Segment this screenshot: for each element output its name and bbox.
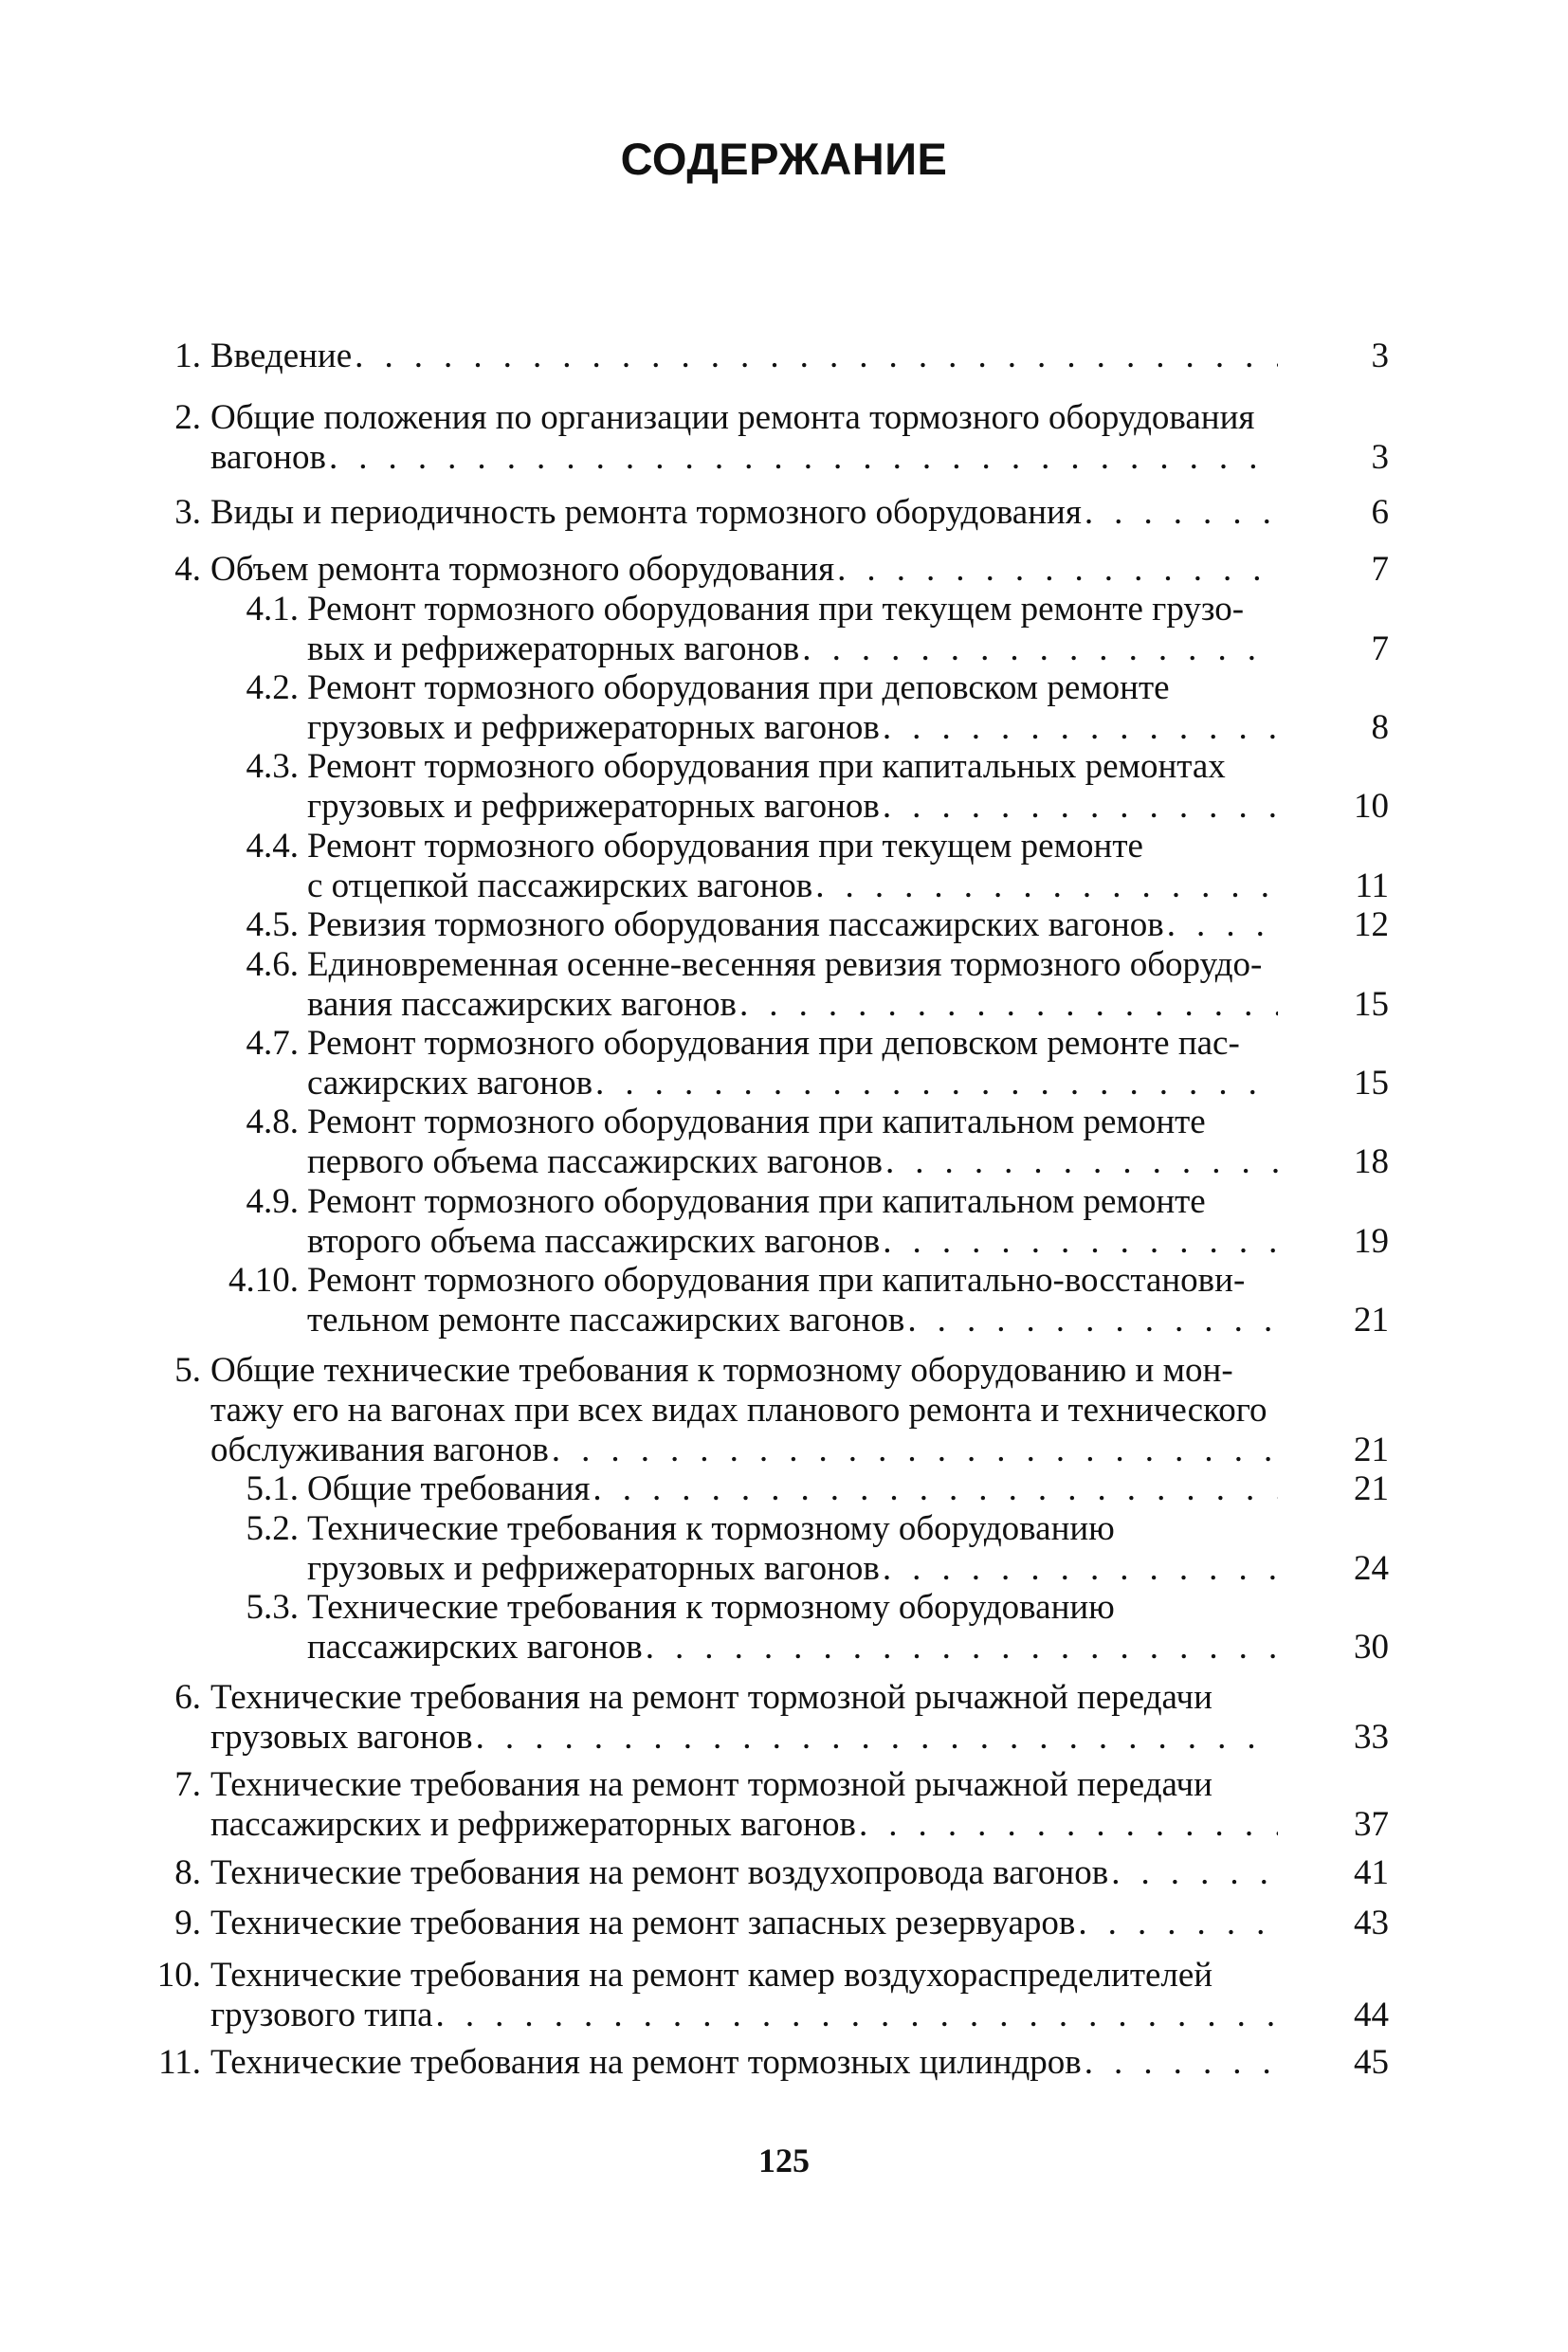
toc-entry-title-line bbox=[210, 1391, 1278, 1431]
toc-entry-title: Ремонт тормозного оборудования при деповском ремонте пас- bbox=[307, 1024, 1240, 1063]
page-number: 125 bbox=[758, 2142, 810, 2179]
toc-entry-number: 4.4. bbox=[246, 827, 299, 866]
toc-entry-page: 21 bbox=[1354, 1431, 1389, 1469]
toc-entry-title: Ремонт тормозного оборудования при капитально-восстанови- bbox=[307, 1261, 1246, 1300]
toc-entry-title-line bbox=[307, 1103, 1278, 1142]
toc-entry-number: 11. bbox=[158, 2043, 201, 2082]
toc-entry-title-line bbox=[307, 1222, 1278, 1262]
toc-entry-number: 4.2. bbox=[246, 668, 299, 707]
toc-entry-number: 4.9. bbox=[246, 1182, 299, 1221]
dot-leader bbox=[476, 1718, 1278, 1758]
toc-entry-page: 3 bbox=[1371, 337, 1389, 375]
toc-entry-title-line bbox=[307, 1182, 1278, 1222]
dot-leader bbox=[837, 550, 1278, 590]
toc-entry-title-line bbox=[307, 827, 1278, 866]
toc-entry-title: Ремонт тормозного оборудования при капитальном ремонте bbox=[307, 1182, 1206, 1221]
toc-entry-number: 5.2. bbox=[246, 1509, 299, 1548]
dot-leader bbox=[883, 787, 1278, 827]
toc-entry-page: 37 bbox=[1354, 1805, 1389, 1844]
dot-leader bbox=[1078, 1904, 1278, 1943]
toc-entry-title: Технические требования к тормозному оборудованию bbox=[307, 1509, 1115, 1548]
toc-entry-title-line bbox=[307, 590, 1278, 629]
dot-leader bbox=[593, 1469, 1278, 1509]
toc-entry-title: Ревизия тормозного оборудования пассажирских вагонов bbox=[307, 905, 1164, 944]
toc-entry-title: грузовых вагонов bbox=[210, 1718, 473, 1757]
toc-entry-title-line bbox=[210, 1351, 1278, 1391]
toc-entry-page: 30 bbox=[1354, 1628, 1389, 1667]
toc-entry-page: 6 bbox=[1371, 493, 1389, 532]
toc-entry-title-line bbox=[307, 1024, 1278, 1064]
toc-entry-title-line bbox=[307, 787, 1278, 827]
toc-entry-title-line bbox=[307, 1301, 1278, 1340]
dot-leader bbox=[883, 1549, 1278, 1589]
toc-entry-number: 6. bbox=[174, 1678, 201, 1717]
toc-entry-title: первого объема пассажирских вагонов bbox=[307, 1142, 883, 1181]
toc-entry-title-line bbox=[307, 1509, 1278, 1549]
toc-entry-title: Технические требования на ремонт запасных резервуаров bbox=[210, 1904, 1076, 1942]
dot-leader bbox=[883, 708, 1278, 748]
toc-entry-number: 4.8. bbox=[246, 1103, 299, 1141]
toc-entry-title: Технические требования на ремонт тормозных цилиндров bbox=[210, 2043, 1082, 2082]
toc-entry-title-line bbox=[307, 866, 1278, 906]
toc-entry-page: 24 bbox=[1354, 1549, 1389, 1588]
toc-entry-page: 7 bbox=[1371, 629, 1389, 668]
toc-entry-title: Объем ремонта тормозного оборудования bbox=[210, 550, 835, 589]
toc-entry-title: Технические требования к тормозному оборудованию bbox=[307, 1588, 1115, 1627]
toc-entry-title-line bbox=[210, 1678, 1278, 1718]
toc-entry-page: 10 bbox=[1354, 787, 1389, 826]
toc-entry-title-line bbox=[210, 1996, 1278, 2035]
toc-entry-title: Ремонт тормозного оборудования при деповском ремонте bbox=[307, 668, 1170, 707]
dot-leader bbox=[329, 438, 1278, 478]
toc-entry-title: Технические требования на ремонт камер воздухораспределителей bbox=[210, 1956, 1213, 1995]
dot-leader bbox=[355, 337, 1278, 376]
toc-entry-number: 5.3. bbox=[246, 1588, 299, 1627]
toc-entry-title: тажу его на вагонах при всех видах планового ремонта и технического bbox=[210, 1391, 1267, 1430]
toc-entry-number: 7. bbox=[174, 1765, 201, 1804]
toc-entry-page: 18 bbox=[1354, 1142, 1389, 1181]
toc-entry-page: 3 bbox=[1371, 438, 1389, 477]
toc-entry-title-line bbox=[307, 905, 1278, 945]
toc-entry-title-line bbox=[210, 1805, 1278, 1845]
dot-leader bbox=[907, 1301, 1278, 1340]
toc-entry-title: Общие положения по организации ремонта тормозного оборудования bbox=[210, 398, 1255, 437]
dot-leader bbox=[1085, 493, 1278, 533]
dot-leader bbox=[1167, 905, 1278, 945]
toc-entry-number: 4.10. bbox=[228, 1261, 299, 1300]
toc-entry-title: Общие требования bbox=[307, 1469, 591, 1508]
toc-entry-title-line bbox=[210, 550, 1278, 590]
toc-entry-title: грузового типа bbox=[210, 1996, 433, 2034]
toc-entry-number: 4. bbox=[174, 550, 201, 589]
dot-leader bbox=[815, 866, 1278, 906]
toc-entry-number: 4.5. bbox=[246, 905, 299, 944]
toc-entry-title: вания пассажирских вагонов bbox=[307, 985, 737, 1024]
dot-leader bbox=[436, 1996, 1278, 2035]
toc-entry-title-line bbox=[210, 1853, 1278, 1893]
toc-entry-page: 7 bbox=[1371, 550, 1389, 589]
toc-entry-title-line bbox=[307, 1261, 1278, 1301]
toc-entry-page: 45 bbox=[1354, 2043, 1389, 2082]
toc-entry-page: 12 bbox=[1354, 905, 1389, 944]
toc-entry-title: Общие технические требования к тормозному оборудованию и мон- bbox=[210, 1351, 1233, 1390]
toc-entry-title: пассажирских вагонов bbox=[307, 1628, 643, 1667]
toc-entry-page: 21 bbox=[1354, 1469, 1389, 1508]
toc-entry-title-line bbox=[210, 438, 1278, 478]
toc-entry-title-line bbox=[307, 1142, 1278, 1182]
toc-entry-title: тельном ремонте пассажирских вагонов bbox=[307, 1301, 905, 1340]
dot-leader bbox=[802, 629, 1278, 669]
toc-entry-page: 8 bbox=[1371, 708, 1389, 747]
toc-entry-title-line bbox=[307, 1469, 1278, 1509]
dot-leader bbox=[646, 1628, 1278, 1668]
dot-leader bbox=[595, 1064, 1278, 1103]
toc-entry-title-line bbox=[210, 1904, 1278, 1943]
toc-entry-title: грузовых и рефрижераторных вагонов bbox=[307, 708, 880, 747]
toc-entry-page: 15 bbox=[1354, 1064, 1389, 1103]
dot-leader bbox=[739, 985, 1278, 1025]
toc-entry-page: 19 bbox=[1354, 1222, 1389, 1261]
toc-entry-title-line bbox=[210, 1431, 1278, 1470]
toc-entry-title-line bbox=[307, 747, 1278, 787]
toc-entry-title: Виды и периодичность ремонта тормозного оборудования bbox=[210, 493, 1082, 532]
toc-entry-title: с отцепкой пассажирских вагонов bbox=[307, 866, 813, 905]
toc-entry-title-line bbox=[307, 629, 1278, 669]
toc-entry-title: Ремонт тормозного оборудования при капитальных ремонтах bbox=[307, 747, 1226, 786]
toc-entry-number: 2. bbox=[174, 398, 201, 437]
toc-entry-page: 33 bbox=[1354, 1718, 1389, 1757]
toc-entry-title: вых и рефрижераторных вагонов bbox=[307, 629, 800, 668]
toc-entry-title-line bbox=[210, 337, 1278, 376]
toc-entry-title: Введение bbox=[210, 337, 353, 375]
dot-leader bbox=[552, 1431, 1278, 1470]
toc-entry-title: грузовых и рефрижераторных вагонов bbox=[307, 787, 880, 826]
toc-entry-title-line bbox=[210, 1956, 1278, 1996]
toc-entry-title: Технические требования на ремонт воздухопровода вагонов bbox=[210, 1853, 1109, 1892]
toc-entry-title-line bbox=[210, 398, 1278, 438]
toc-entry-number: 4.1. bbox=[246, 590, 299, 629]
toc-entry-page: 21 bbox=[1354, 1301, 1389, 1340]
toc-entry-number: 8. bbox=[174, 1853, 201, 1892]
page-title: СОДЕРЖАНИЕ bbox=[620, 134, 948, 184]
dot-leader bbox=[1085, 2043, 1278, 2083]
toc-entry-title-line bbox=[307, 708, 1278, 748]
toc-entry-title-line bbox=[307, 985, 1278, 1025]
toc-entry-title-line bbox=[307, 945, 1278, 985]
toc-entry-number: 5.1. bbox=[246, 1469, 299, 1508]
toc-entry-title-line bbox=[307, 668, 1278, 708]
toc-entry-title: Единовременная осенне-весенняя ревизия тормозного оборудо- bbox=[307, 945, 1263, 984]
toc-entry-number: 3. bbox=[174, 493, 201, 532]
toc-entry-title-line bbox=[307, 1628, 1278, 1668]
toc-entry-title: Ремонт тормозного оборудования при капитальном ремонте bbox=[307, 1103, 1206, 1141]
toc-entry-number: 5. bbox=[174, 1351, 201, 1390]
toc-entry-title: Ремонт тормозного оборудования при текущем ремонте bbox=[307, 827, 1143, 866]
dot-leader bbox=[1111, 1853, 1278, 1893]
toc-entry-title: вагонов bbox=[210, 438, 326, 477]
toc-entry-title: второго объема пассажирских вагонов bbox=[307, 1222, 881, 1261]
toc-entry-title-line bbox=[307, 1549, 1278, 1589]
toc-entry-title-line bbox=[210, 1765, 1278, 1805]
toc-entry-title-line bbox=[210, 1718, 1278, 1758]
toc-entry-title: сажирских вагонов bbox=[307, 1064, 593, 1103]
dot-leader bbox=[883, 1222, 1278, 1262]
toc-entry-number: 4.6. bbox=[246, 945, 299, 984]
toc-entry-page: 44 bbox=[1354, 1996, 1389, 2034]
toc-entry-page: 41 bbox=[1354, 1853, 1389, 1892]
toc-entry-number: 10. bbox=[156, 1956, 201, 1995]
toc-entry-title: Ремонт тормозного оборудования при текущем ремонте грузо- bbox=[307, 590, 1245, 629]
toc-entry-title: грузовых и рефрижераторных вагонов bbox=[307, 1549, 880, 1588]
toc-entry-page: 43 bbox=[1354, 1904, 1389, 1942]
dot-leader bbox=[859, 1805, 1278, 1845]
toc-entry-number: 4.3. bbox=[246, 747, 299, 786]
toc-entry-number: 4.7. bbox=[246, 1024, 299, 1063]
toc-entry-number: 1. bbox=[174, 337, 201, 375]
toc-entry-title-line bbox=[307, 1588, 1278, 1628]
toc-entry-number: 9. bbox=[174, 1904, 201, 1942]
toc-entry-title: пассажирских и рефрижераторных вагонов bbox=[210, 1805, 856, 1844]
dot-leader bbox=[885, 1142, 1278, 1182]
toc-entry-title-line bbox=[210, 2043, 1278, 2083]
toc-entry-title: обслуживания вагонов bbox=[210, 1431, 549, 1469]
toc-entry-title: Технические требования на ремонт тормозной рычажной передачи bbox=[210, 1678, 1212, 1717]
toc-entry-title: Технические требования на ремонт тормозной рычажной передачи bbox=[210, 1765, 1212, 1804]
toc-entry-page: 11 bbox=[1355, 866, 1389, 905]
toc-entry-title-line bbox=[210, 493, 1278, 533]
toc-entry-page: 15 bbox=[1354, 985, 1389, 1024]
toc-entry-title-line bbox=[307, 1064, 1278, 1103]
